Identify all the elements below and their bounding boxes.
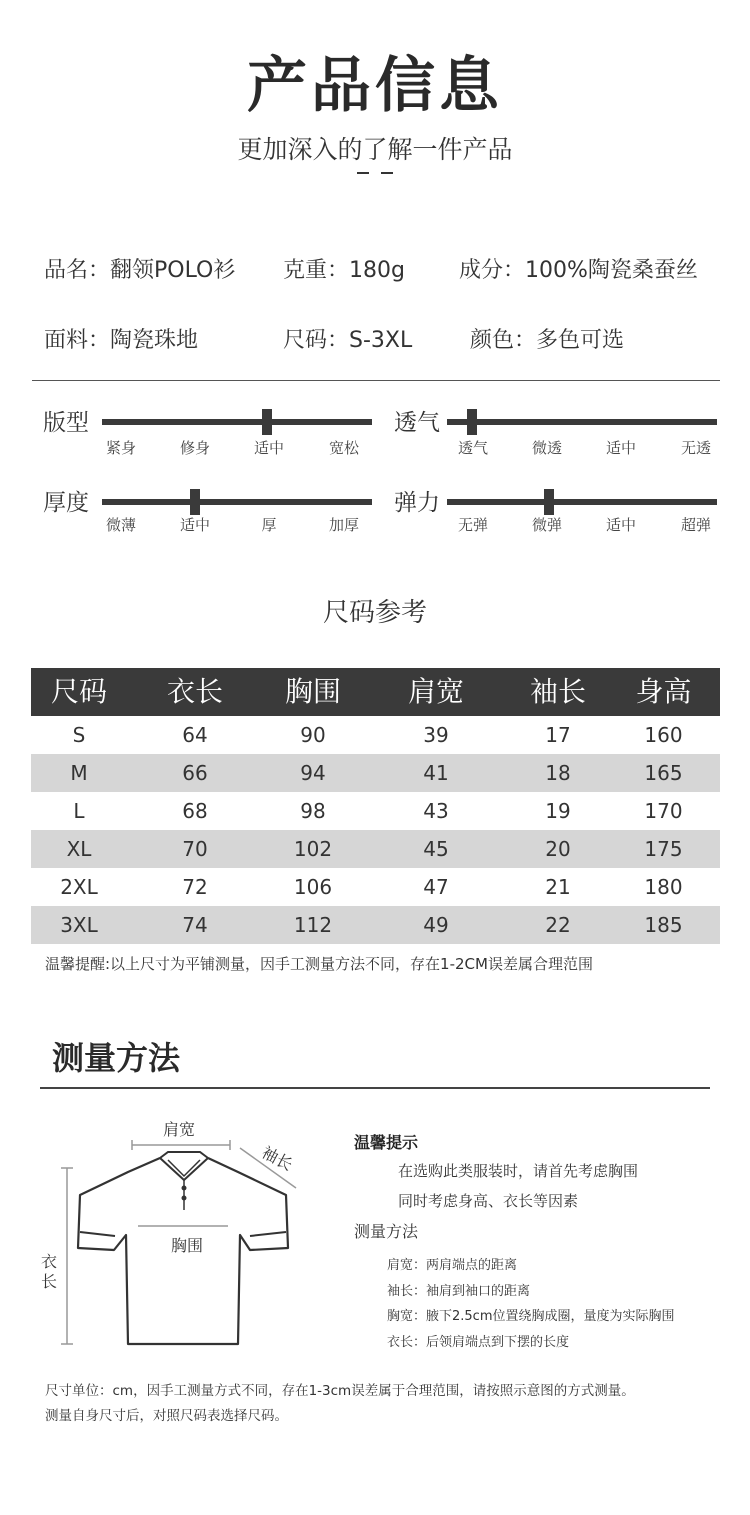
slider-knob <box>262 409 272 435</box>
slider-knob <box>467 409 477 435</box>
slider-tick: 适中 <box>605 516 636 534</box>
slider-track <box>447 499 717 505</box>
info-size: 尺码：S-3XL <box>283 328 413 353</box>
info-name: 品名：翻领POLO衫 <box>44 258 236 283</box>
decor-dash-right <box>381 172 393 174</box>
table-cell: 17 <box>545 723 571 747</box>
method-item: 肩宽：两肩端点的距离 <box>387 1258 518 1273</box>
table-cell: 102 <box>293 837 333 861</box>
slider-tick: 厚 <box>261 516 277 534</box>
slider-tick: 微透 <box>531 439 562 457</box>
table-row <box>31 754 720 792</box>
table-cell: 72 <box>182 875 208 899</box>
size-chart-note: 温馨提醒:以上尺寸为平铺测量，因手工测量方法不同，存在1-2CM误差属合理范围 <box>45 955 593 973</box>
table-cell: 94 <box>300 761 326 785</box>
tip-line: 在选购此类服装时，请首先考虑胸围 <box>398 1162 639 1180</box>
table-cell: 98 <box>300 799 326 823</box>
table-cell: 175 <box>644 837 683 861</box>
table-header <box>31 668 720 716</box>
info-weight: 克重：180g <box>283 258 405 283</box>
page-title: 产品信息 <box>247 51 503 121</box>
slider-label: 版型 <box>43 410 89 436</box>
slider-label: 厚度 <box>43 490 89 516</box>
table-cell: 19 <box>545 799 571 823</box>
table-row <box>31 792 720 830</box>
table-header-cell: 肩宽 <box>407 675 464 708</box>
table-cell: 64 <box>182 723 208 747</box>
slider-label: 弹力 <box>394 490 440 516</box>
table-row <box>31 906 720 944</box>
table-cell: M <box>70 761 88 785</box>
measure-title: 测量方法 <box>52 1039 181 1077</box>
table-row <box>31 716 720 754</box>
slider-tick: 微薄 <box>105 516 136 534</box>
slider-track <box>447 419 717 425</box>
table-header-cell: 胸围 <box>284 675 341 708</box>
table-cell: 66 <box>182 761 208 785</box>
tip-title: 温馨提示 <box>354 1133 419 1152</box>
table-cell: 160 <box>644 723 683 747</box>
table-cell: 112 <box>293 913 333 937</box>
method-item: 胸宽：腋下2.5cm位置绕胸成圈，量度为实际胸围 <box>387 1309 675 1324</box>
table-cell: 18 <box>545 761 571 785</box>
diagram-label-chest: 胸围 <box>171 1236 204 1255</box>
slider-tick: 适中 <box>605 439 636 457</box>
slider-tick: 透气 <box>457 439 488 457</box>
method-item: 衣长：后领肩端点到下摆的长度 <box>387 1335 570 1350</box>
method-item: 袖长：袖肩到袖口的距离 <box>387 1284 531 1299</box>
slider-track <box>102 499 372 505</box>
info-color: 颜色：多色可选 <box>470 328 625 353</box>
table-row <box>31 868 720 906</box>
table-cell: 90 <box>300 723 326 747</box>
info-composition: 成分：100%陶瓷桑蚕丝 <box>459 258 698 283</box>
size-chart-title: 尺码参考 <box>322 598 427 628</box>
slider-tick: 紧身 <box>105 439 136 457</box>
table-cell: 47 <box>423 875 449 899</box>
footer-note-1: 尺寸单位：cm，因手工测量方式不同，存在1-3cm误差属于合理范围，请按照示意图的方式测量。 <box>45 1383 635 1399</box>
table-header-cell: 袖长 <box>529 675 586 708</box>
table-cell: 45 <box>423 837 449 861</box>
page-subtitle: 更加深入的了解一件产品 <box>237 135 513 164</box>
slider-track <box>102 419 372 425</box>
table-cell: 180 <box>644 875 683 899</box>
table-cell: XL <box>66 837 92 861</box>
slider-knob <box>190 489 200 515</box>
table-cell: 21 <box>545 875 571 899</box>
table-cell: 2XL <box>60 875 98 899</box>
size-table <box>31 668 720 944</box>
table-cell: 3XL <box>60 913 98 937</box>
table-cell: 20 <box>545 837 571 861</box>
slider-tick: 宽松 <box>328 439 359 457</box>
table-cell: 185 <box>644 913 683 937</box>
table-header-cell: 身高 <box>635 675 692 708</box>
slider-tick: 适中 <box>179 516 210 534</box>
info-fabric: 面料：陶瓷珠地 <box>44 328 199 353</box>
table-cell: 49 <box>423 913 449 937</box>
decor-dash-left <box>357 172 369 174</box>
table-cell: 22 <box>545 913 571 937</box>
table-cell: 41 <box>423 761 449 785</box>
table-cell: 74 <box>182 913 208 937</box>
diagram-label-sleeve: 袖长 <box>258 1142 296 1175</box>
table-row <box>31 830 720 868</box>
table-cell: L <box>73 799 85 823</box>
table-cell: 39 <box>423 723 449 747</box>
slider-tick: 加厚 <box>328 516 359 534</box>
method-title: 测量方法 <box>354 1222 419 1241</box>
slider-label: 透气 <box>394 410 440 436</box>
divider <box>32 380 720 381</box>
measure-divider <box>40 1087 710 1089</box>
table-cell: 106 <box>293 875 333 899</box>
slider-tick: 微弹 <box>531 516 562 534</box>
slider-tick: 修身 <box>179 439 210 457</box>
slider-tick: 无弹 <box>457 516 488 534</box>
table-cell: 170 <box>644 799 683 823</box>
slider-knob <box>544 489 554 515</box>
table-cell: 70 <box>182 837 208 861</box>
table-cell: S <box>72 723 86 747</box>
diagram-label-length: 衣长 <box>41 1252 58 1291</box>
slider-tick: 无透 <box>680 439 711 457</box>
slider-tick: 超弹 <box>680 516 711 534</box>
diagram-label-shoulder: 肩宽 <box>163 1120 196 1139</box>
table-header-cell: 衣长 <box>166 675 223 708</box>
tip-line: 同时考虑身高、衣长等因素 <box>398 1192 579 1210</box>
table-cell: 43 <box>423 799 449 823</box>
footer-note-2: 测量自身尺寸后，对照尺码表选择尺码。 <box>45 1408 288 1424</box>
slider-tick: 适中 <box>253 439 284 457</box>
table-header-cell: 尺码 <box>50 675 107 708</box>
table-cell: 68 <box>182 799 208 823</box>
table-cell: 165 <box>644 761 683 785</box>
